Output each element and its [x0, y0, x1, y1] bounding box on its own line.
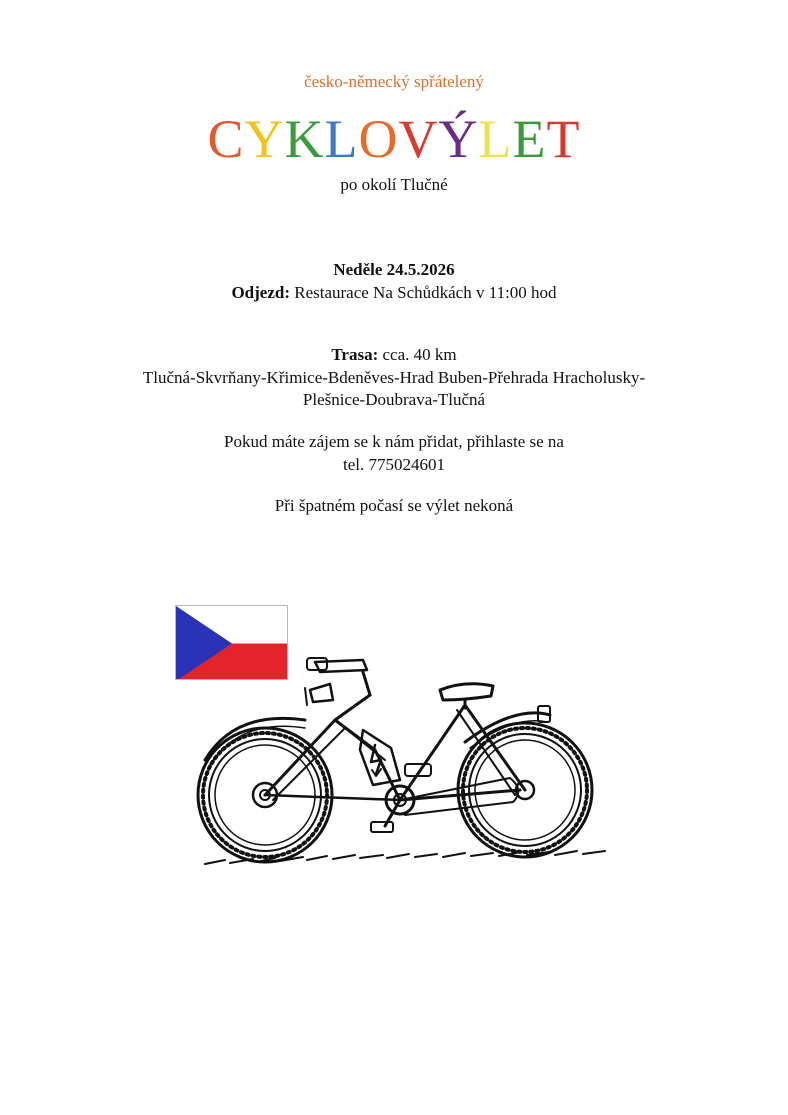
- route-length: cca. 40 km: [382, 345, 457, 364]
- e-bike-drawing-icon: [195, 650, 620, 875]
- departure-value: Restaurace Na Schůdkách v 11:00 hod: [294, 283, 557, 302]
- title-letter: L: [324, 109, 359, 169]
- weather-note: Při špatném počasí se výlet nekoná: [274, 496, 514, 515]
- route-line: [0, 345, 788, 365]
- event-title: [0, 109, 788, 169]
- title-letter: O: [358, 109, 399, 169]
- title-letter: Y: [244, 109, 285, 169]
- route-stops-1: Tlučná-Skvrňany-Křimice-Bdeněves-Hrad Buben-Přehrada Hracholusky-: [142, 368, 646, 387]
- title-letter: L: [478, 109, 513, 169]
- event-subtitle: česko-německý spřátelený: [304, 72, 484, 91]
- route-stops-2: Plešnice-Doubrava-Tlučná: [302, 390, 486, 409]
- departure-line: [0, 283, 788, 303]
- title-letter: V: [398, 109, 439, 169]
- title-letter: C: [207, 109, 245, 169]
- event-location: po okolí Tlučné: [340, 175, 448, 194]
- contact-text: Pokud máte zájem se k nám přidat, přihlaste se na: [224, 432, 564, 451]
- title-letter: E: [512, 109, 547, 169]
- title-letter: Ý: [438, 109, 479, 169]
- title-letter: T: [546, 109, 581, 169]
- title-letter: K: [284, 109, 325, 169]
- departure-label: Odjezd:: [231, 283, 290, 302]
- contact-phone: tel. 775024601: [343, 455, 445, 474]
- event-date: Neděle 24.5.2026: [333, 260, 455, 279]
- route-label: Trasa:: [331, 345, 379, 364]
